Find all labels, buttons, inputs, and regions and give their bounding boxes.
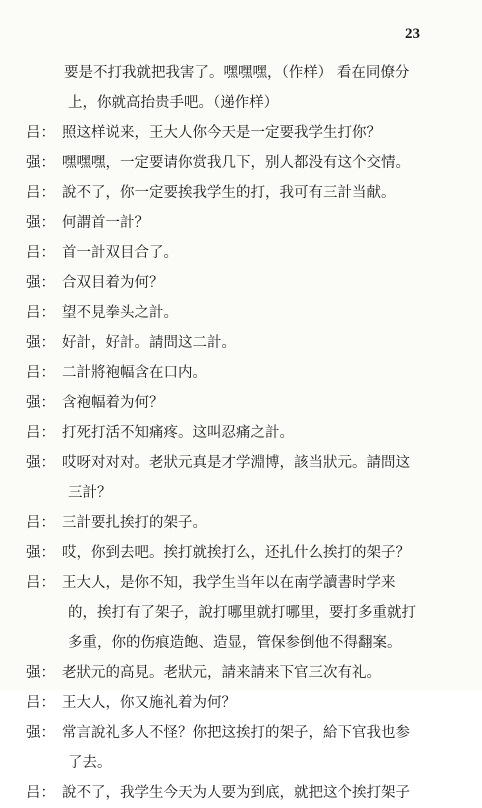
script-line bbox=[26, 478, 456, 508]
dialogue-text: 哎呀对对对。老狀元真是才学淵博，該当狀元。請問这 bbox=[62, 455, 410, 471]
script-line bbox=[26, 718, 456, 748]
script-line bbox=[26, 598, 456, 628]
dialogue-text: 合双目着为何？ bbox=[62, 275, 164, 291]
speaker-label: 吕： bbox=[26, 695, 55, 711]
dialogue-text: 王大人，你又施礼着为何？ bbox=[62, 695, 236, 711]
script-line bbox=[26, 58, 456, 88]
script-line bbox=[26, 418, 456, 448]
script-line bbox=[26, 448, 456, 478]
dialogue-text: 望不見拳头之計。 bbox=[62, 305, 178, 321]
dialogue-text: 好計，好計。請問这二計。 bbox=[62, 335, 236, 351]
speaker-label: 强： bbox=[26, 545, 55, 561]
script-line bbox=[26, 388, 456, 418]
dialogue-text: 常言說礼多人不怪？你把这挨打的架子，給下官我也参 bbox=[62, 725, 410, 741]
speaker-label: 吕： bbox=[26, 125, 55, 141]
speaker-label: 吕： bbox=[26, 515, 55, 531]
dialogue-text: 的，挨打有了架子，說打哪里就打哪里，要打多重就打 bbox=[68, 605, 416, 621]
speaker-label: 强： bbox=[26, 215, 55, 231]
dialogue-text: 要是不打我就把我害了。嘿嘿嘿，（作样） 看在同僚分 bbox=[64, 65, 410, 81]
script-line bbox=[26, 628, 456, 658]
speaker-label: 吕： bbox=[26, 365, 55, 381]
script-line bbox=[26, 238, 456, 268]
page-number: 23 bbox=[405, 26, 420, 42]
script-line bbox=[26, 568, 456, 598]
script-line bbox=[26, 298, 456, 328]
speaker-label: 强： bbox=[26, 455, 55, 471]
dialogue-text: 三計？ bbox=[68, 485, 112, 501]
dialogue-text: 了去。 bbox=[68, 755, 112, 771]
dialogue-text: 說不了，你一定要挨我学生的打，我可有三計当献。 bbox=[62, 185, 396, 201]
speaker-label: 吕： bbox=[26, 185, 55, 201]
speaker-label: 强： bbox=[26, 275, 55, 291]
dialogue-text: 哎，你到去吧。挨打就挨打么，还扎什么挨打的架子？ bbox=[62, 545, 410, 561]
dialogue-text: 老狀元的高見。老狀元，請来請来下官三次有礼。 bbox=[62, 665, 381, 681]
dialogue-text: 含袍幅着为何？ bbox=[62, 395, 164, 411]
script-line bbox=[26, 688, 456, 718]
dialogue-text: 首一計双目合了。 bbox=[62, 245, 178, 261]
speaker-label: 强： bbox=[26, 725, 55, 741]
script-line bbox=[26, 778, 456, 808]
script-line bbox=[26, 268, 456, 298]
speaker-label: 吕： bbox=[26, 245, 55, 261]
speaker-label: 吕： bbox=[26, 785, 55, 801]
dialogue-text: 多重，你的伤痕造飽、造显，管保参倒他不得翻案。 bbox=[68, 635, 402, 651]
speaker-label: 吕： bbox=[26, 575, 55, 591]
script-text bbox=[26, 58, 456, 808]
script-line bbox=[26, 118, 456, 148]
dialogue-text: 王大人，是你不知，我学生当年以在南学讀書时学来 bbox=[62, 575, 396, 591]
dialogue-text: 嘿嘿嘿，一定要请你赏我几下，别人都没有这个交情。 bbox=[62, 155, 410, 171]
script-line bbox=[26, 328, 456, 358]
script-line bbox=[26, 88, 456, 118]
speaker-label: 强： bbox=[26, 395, 55, 411]
dialogue-text: 照这样说来，王大人你今天是一定要我学生打你？ bbox=[62, 125, 381, 141]
script-line bbox=[26, 538, 456, 568]
speaker-label: 吕： bbox=[26, 425, 55, 441]
script-line bbox=[26, 658, 456, 688]
script-line bbox=[26, 178, 456, 208]
dialogue-text: 打死打活不知痛疼。这叫忍痛之計。 bbox=[62, 425, 294, 441]
script-line bbox=[26, 358, 456, 388]
speaker-label: 强： bbox=[26, 335, 55, 351]
script-line bbox=[26, 208, 456, 238]
script-line bbox=[26, 508, 456, 538]
speaker-label: 强： bbox=[26, 155, 55, 171]
script-line bbox=[26, 148, 456, 178]
speaker-label: 强： bbox=[26, 665, 55, 681]
script-line bbox=[26, 748, 456, 778]
dialogue-text: 二計將袍幅含在口内。 bbox=[62, 365, 207, 381]
dialogue-text: 說不了，我学生今天为人要为到底，就把这个挨打架子 bbox=[62, 785, 410, 801]
dialogue-text: 何謂首一計？ bbox=[62, 215, 149, 231]
dialogue-text: 上，你就高抬贵手吧。（递作样） bbox=[68, 95, 279, 111]
dialogue-text: 三計要扎挨打的架子。 bbox=[62, 515, 207, 531]
speaker-label: 吕： bbox=[26, 305, 55, 321]
